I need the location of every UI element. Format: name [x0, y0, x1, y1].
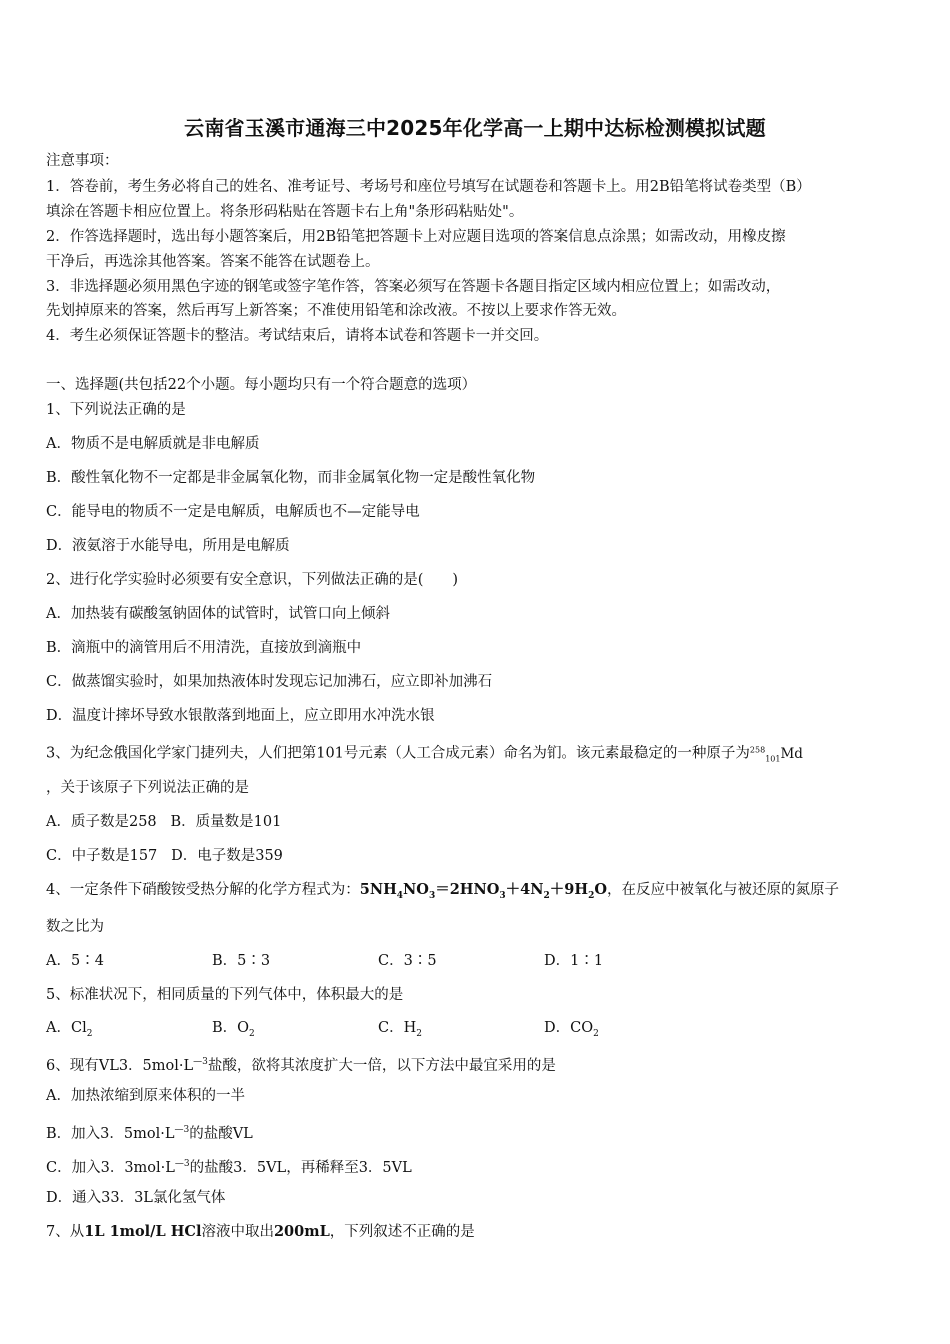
formula: O: [237, 1020, 250, 1036]
question-1-option-d: D．液氨溶于水能导电，所用是电解质: [46, 538, 290, 554]
question-6-option-b: [46, 1121, 253, 1143]
notice-line: 1．答卷前，考生务必将自己的姓名、准考证号、考场号和座位号填写在试题卷和答题卡上。用2B铅笔将试卷类型（B）: [46, 179, 811, 195]
question-2-stem: 2、进行化学实验时必须要有安全意识，下列做法正确的是( ): [46, 572, 459, 588]
question-3-stem: [46, 741, 803, 768]
question-3-options-row-2: [46, 847, 283, 865]
eq-part: O: [594, 881, 607, 898]
question-1-option-c: C．能导电的物质不一定是电解质，电解质也不—定能导电: [46, 504, 420, 520]
option-text: 的盐酸3．5VL，再稀释至3．5VL: [189, 1159, 412, 1176]
option-text: 的盐酸VL: [189, 1125, 253, 1142]
notice-line: 3．非选择题必须用黑色字迹的钢笔或签字笔作答，答案必须写在答题卡各题目指定区域内相应位置上；如需改动，: [46, 279, 781, 295]
isotope-symbol: [750, 746, 803, 762]
question-7-stem-text: 溶液中取出: [201, 1224, 274, 1240]
question-7-stem-text: ，下列叙述不正确的是: [329, 1224, 475, 1240]
option-text: B．加入3．5mol·L: [46, 1125, 175, 1142]
question-6-stem-text: 6、现有VL3．5mol·L: [46, 1057, 194, 1074]
formula-sub: 2: [416, 1028, 422, 1039]
question-5-stem: 5、标准状况下，相同质量的下列气体中，体积最大的是: [46, 987, 404, 1003]
page-title: 云南省玉溪市通海三中2025年化学高一上期中达标检测模拟试题: [184, 116, 766, 140]
eq-sub: 3: [499, 890, 506, 901]
question-7-stem-bold: 200mL: [273, 1223, 330, 1240]
question-5-option-b: [212, 1019, 378, 1043]
isotope-mass: 258: [749, 745, 766, 754]
question-4-stem-suffix: ，在反应中被氧化与被还原的氮原子: [606, 882, 839, 898]
formula-sub: 2: [86, 1028, 93, 1039]
formula: H: [403, 1020, 417, 1036]
question-6-option-a: A．加热浓缩到原来体积的一半: [46, 1088, 245, 1104]
question-1-option-b: B．酸性氧化物不一定都是非金属氧化物，而非金属氧化物一定是酸性氧化物: [46, 470, 536, 486]
question-3-options-row-1: [46, 813, 281, 831]
question-6-stem: [46, 1053, 556, 1075]
question-5-options: [46, 1019, 599, 1043]
question-7-stem-bold: 1L 1mol/L HCl: [84, 1223, 202, 1240]
question-1-option-a: A．物质不是电解质就是非电解质: [46, 436, 260, 452]
question-2-option-b: B．滴瓶中的滴管用后不用清洗，直接放到滴瓶中: [46, 640, 362, 656]
question-4-stem-cont: 数之比为: [46, 919, 104, 935]
unit-exponent: —3: [193, 1057, 208, 1067]
option-text: C．加入3．3mol·L: [46, 1159, 175, 1176]
question-5-option-c: [378, 1019, 544, 1043]
question-6-stem-text: 盐酸，欲将其浓度扩大一倍，以下方法中最宜采用的是: [207, 1057, 556, 1074]
question-1-stem: 1、下列说法正确的是: [46, 402, 186, 418]
question-3-option-b: B．质量数是101: [170, 814, 282, 830]
question-5-option-d: [544, 1019, 599, 1043]
question-4-option-c: C．3∶5: [378, 953, 437, 969]
option-label: D．: [544, 1020, 571, 1036]
notice-line: 4．考生必须保证答题卡的整洁。考试结束后，请将本试卷和答题卡一并交回。: [46, 328, 549, 344]
notice-line: 干净后，再选涂其他答案。答案不能答在试题卷上。: [46, 254, 380, 270]
formula: Cl: [70, 1020, 87, 1036]
question-4-stem: [46, 881, 839, 905]
question-6-option-d: D．通入33．3L氯化氢气体: [46, 1190, 226, 1206]
chemical-equation: [359, 881, 607, 901]
notice-line: 先划掉原来的答案，然后再写上新答案；不准使用铅笔和涂改液。不按以上要求作答无效。: [46, 303, 626, 319]
question-2-option-d: D．温度计摔坏导致水银散落到地面上，应立即用水冲洗水银: [46, 708, 435, 724]
eq-sub: 3: [428, 890, 436, 901]
section-heading: 一、选择题(共包括22个小题。每小题均只有一个符合题意的选项）: [46, 377, 477, 393]
eq-sub: 4: [396, 890, 404, 901]
eq-part: NO: [403, 881, 429, 898]
eq-part: ＋9H: [549, 881, 589, 898]
question-4-stem-prefix: 4、一定条件下硝酸铵受热分解的化学方程式为：: [46, 882, 360, 898]
option-label: B．: [212, 1020, 238, 1036]
notice-heading: 注意事项：: [46, 153, 119, 169]
isotope-number: 101: [765, 754, 781, 764]
eq-part: ＝2HNO: [435, 881, 500, 898]
question-4-option-d: D．1∶1: [544, 953, 604, 969]
eq-sub: 2: [543, 890, 550, 901]
question-2-option-a: A．加热装有碳酸氢钠固体的试管时，试管口向上倾斜: [46, 606, 390, 622]
question-3-option-d: D．电子数是359: [171, 848, 283, 864]
unit-exponent: —3: [174, 1159, 190, 1169]
unit-exponent: —3: [174, 1125, 190, 1135]
option-label: C．: [378, 1020, 404, 1036]
question-6-option-c: [46, 1155, 412, 1177]
notice-line: 2．作答选择题时，选出每小题答案后，用2B铅笔把答题卡上对应题目选项的答案信息点涂黑；如需改动，用橡皮擦: [46, 229, 786, 245]
question-3-stem-cont: ，关于该原子下列说法正确的是: [46, 780, 249, 796]
notice-line: 填涂在答题卡相应位置上。将条形码粘贴在答题卡右上角"条形码粘贴处"。: [46, 204, 524, 220]
question-3-stem-text: 3、为纪念俄国化学家门捷列夫，人们把第101号元素（人工合成元素）命名为钔。该元素最稳定的一种原子为: [46, 745, 750, 762]
question-3-option-c: C．中子数是157: [46, 848, 158, 864]
formula-sub: 2: [249, 1028, 255, 1039]
eq-sub: 2: [588, 890, 595, 901]
question-4-option-b: B．5∶3: [212, 953, 271, 969]
question-5-option-a: [46, 1019, 212, 1043]
eq-part: 5NH: [359, 881, 397, 898]
formula-sub: 2: [593, 1028, 599, 1039]
question-2-option-c: C．做蒸馏实验时，如果加热液体时发现忘记加沸石，应立即补加沸石: [46, 674, 493, 690]
question-4-options: [46, 952, 603, 970]
question-3-option-a: A．质子数是258: [46, 814, 157, 830]
question-7-stem-text: 7、从: [46, 1224, 85, 1240]
isotope-element: Md: [780, 745, 803, 762]
eq-part: ＋4N: [505, 881, 544, 898]
question-4-option-a: A．5∶4: [46, 953, 104, 969]
option-label: A．: [46, 1020, 71, 1036]
question-7-stem: [46, 1223, 475, 1241]
formula: CO: [570, 1020, 594, 1036]
